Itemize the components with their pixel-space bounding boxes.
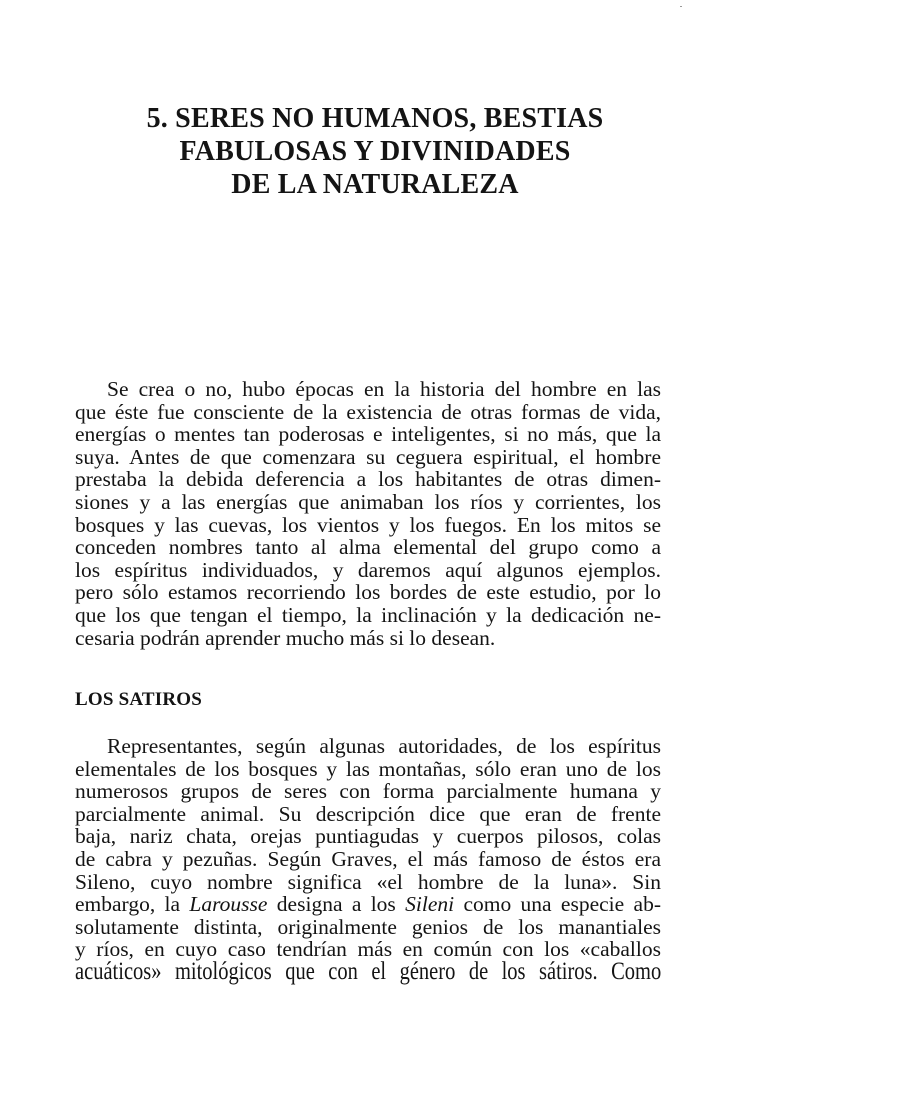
line-text: designa a los <box>267 892 406 917</box>
satyrs-line: y ríos, en cuyo caso tendrían más en común con los «caballos <box>75 937 661 962</box>
chapter-title-line-1: 5. SERES NO HUMANOS, BESTIAS <box>146 103 604 134</box>
satyrs-last-line: acuáticos» mitológicos que con el género de los sátiros. Como <box>75 957 662 985</box>
satyrs-line: elementales de los bosques y las montañas, sólo eran uno de los <box>75 756 661 781</box>
intro-line: pero sólo estamos recorriendo los bordes de este estudio, por lo <box>75 580 661 605</box>
intro-line: prestaba la debida deferencia a los habitantes de otras dimen- <box>75 467 661 492</box>
italic-term-sileni: Sileni <box>405 892 455 917</box>
page-speck <box>680 6 682 7</box>
line-text: embargo, la <box>75 892 190 917</box>
satyrs-line: solutamente distinta, originalmente genios de los manantiales <box>75 914 661 939</box>
chapter-title-line-2: FABULOSAS Y DIVINIDADES <box>179 136 571 167</box>
intro-line: que éste fue consciente de la existencia de otras formas de vida, <box>75 399 661 424</box>
chapter-title <box>120 102 630 201</box>
italic-title-larousse: Larousse <box>189 892 268 917</box>
intro-line: energías o mentes tan poderosas e inteligentes, si no más, que la <box>75 422 661 447</box>
satyrs-line: baja, nariz chata, orejas puntiagudas y cuerpos pilosos, colas <box>75 824 661 849</box>
chapter-title-line-3: DE LA NATURALEZA <box>231 169 519 200</box>
intro-line: suya. Antes de que comenzara su ceguera espiritual, el hombre <box>75 444 661 469</box>
satyrs-line: numerosos grupos de seres con forma parcialmente humana y <box>75 779 661 804</box>
satyrs-line: Representantes, según algunas autoridades, de los espíritus <box>107 734 661 758</box>
satyrs-paragraph <box>75 735 661 984</box>
satyrs-line: parcialmente animal. Su descripción dice que eran de frente <box>75 801 661 826</box>
intro-line: conceden nombres tanto al alma elemental del grupo como a <box>75 535 661 560</box>
intro-line: cesaria podrán aprender mucho más si lo desean. <box>75 625 496 650</box>
intro-line: que los que tengan el tiempo, la inclinación y la dedicación ne- <box>75 602 661 627</box>
intro-line: Se crea o no, hubo épocas en la historia del hombre en las <box>107 377 661 401</box>
intro-line: los espíritus individuados, y daremos aquí algunos ejemplos. <box>75 557 661 582</box>
satyrs-line: Sileno, cuyo nombre significa «el hombre de la luna». Sin <box>75 869 661 894</box>
intro-paragraph <box>75 378 661 649</box>
section-heading: LOS SATIROS <box>75 689 202 710</box>
satyrs-line: de cabra y pezuñas. Según Graves, el más famoso de éstos era <box>75 846 661 871</box>
intro-line: siones y a las energías que animaban los ríos y corrientes, los <box>75 489 661 514</box>
intro-line: bosques y las cuevas, los vientos y los fuegos. En los mitos se <box>75 512 661 537</box>
satyrs-line-italic <box>75 893 661 916</box>
line-text: como una especie ab- <box>454 892 661 917</box>
